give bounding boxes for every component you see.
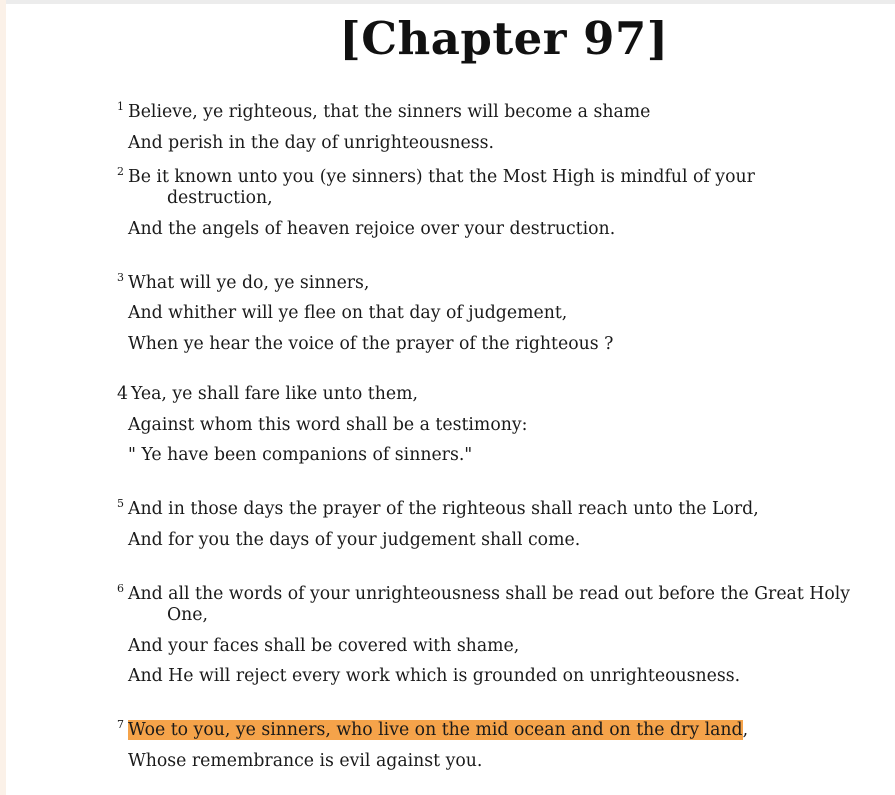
verse-3-line-3: When ye hear the voice of the prayer of the righteous ? — [128, 334, 614, 354]
verse-4-line-3: " Ye have been companions of sinners." — [128, 445, 473, 465]
verse-number: 1 — [117, 100, 124, 114]
verse-text: And all the words of your unrighteousness shall be read out before the Great Holy — [128, 584, 851, 604]
verse-text: What will ye do, ye sinners, — [128, 273, 370, 293]
verse-3-line-1 — [117, 272, 369, 294]
verse-number: 7 — [117, 718, 124, 732]
verse-4-line-1 — [117, 383, 418, 405]
verse-1-line-2: And perish in the day of unrighteousness. — [128, 133, 494, 153]
verse-3-line-2: And whither will ye flee on that day of judgement, — [128, 303, 568, 323]
verse-7-line-1 — [117, 719, 748, 741]
verse-2-line-1-wrap: destruction, — [167, 188, 273, 208]
chapter-title: [Chapter 97] — [339, 12, 669, 65]
page-top-border — [6, 0, 895, 4]
verse-5-line-2: And for you the days of your judgement shall come. — [128, 530, 581, 550]
verse-2-line-1 — [117, 166, 755, 188]
page-left-margin — [0, 0, 6, 795]
verse-number: 2 — [117, 165, 124, 179]
verse-number: 6 — [117, 582, 124, 596]
verse-number: 4 — [117, 384, 128, 404]
verse-number: 5 — [117, 497, 124, 511]
verse-4-line-2: Against whom this word shall be a testimony: — [128, 415, 528, 435]
verse-1-line-1 — [117, 101, 650, 123]
verse-text: Believe, ye righteous, that the sinners will become a shame — [128, 102, 651, 122]
verse-6-line-3: And He will reject every work which is grounded on unrighteousness. — [128, 666, 741, 686]
verse-text: , — [742, 720, 749, 740]
verse-6-line-1 — [117, 583, 850, 605]
verse-7-line-2: Whose remembrance is evil against you. — [128, 751, 483, 771]
verse-text: Be it known unto you (ye sinners) that the Most High is mindful of your — [128, 167, 755, 187]
verse-2-line-2: And the angels of heaven rejoice over your destruction. — [128, 219, 616, 239]
verse-text: Yea, ye shall fare like unto them, — [131, 384, 418, 404]
highlighted-text[interactable]: Woe to you, ye sinners, who live on the mid ocean and on the dry land — [128, 720, 743, 740]
verse-6-line-2: And your faces shall be covered with shame, — [128, 636, 520, 656]
verse-5-line-1 — [117, 498, 759, 520]
verse-number: 3 — [117, 271, 124, 285]
verse-6-line-1-wrap: One, — [167, 605, 209, 625]
verse-text: And in those days the prayer of the righteous shall reach unto the Lord, — [128, 499, 759, 519]
